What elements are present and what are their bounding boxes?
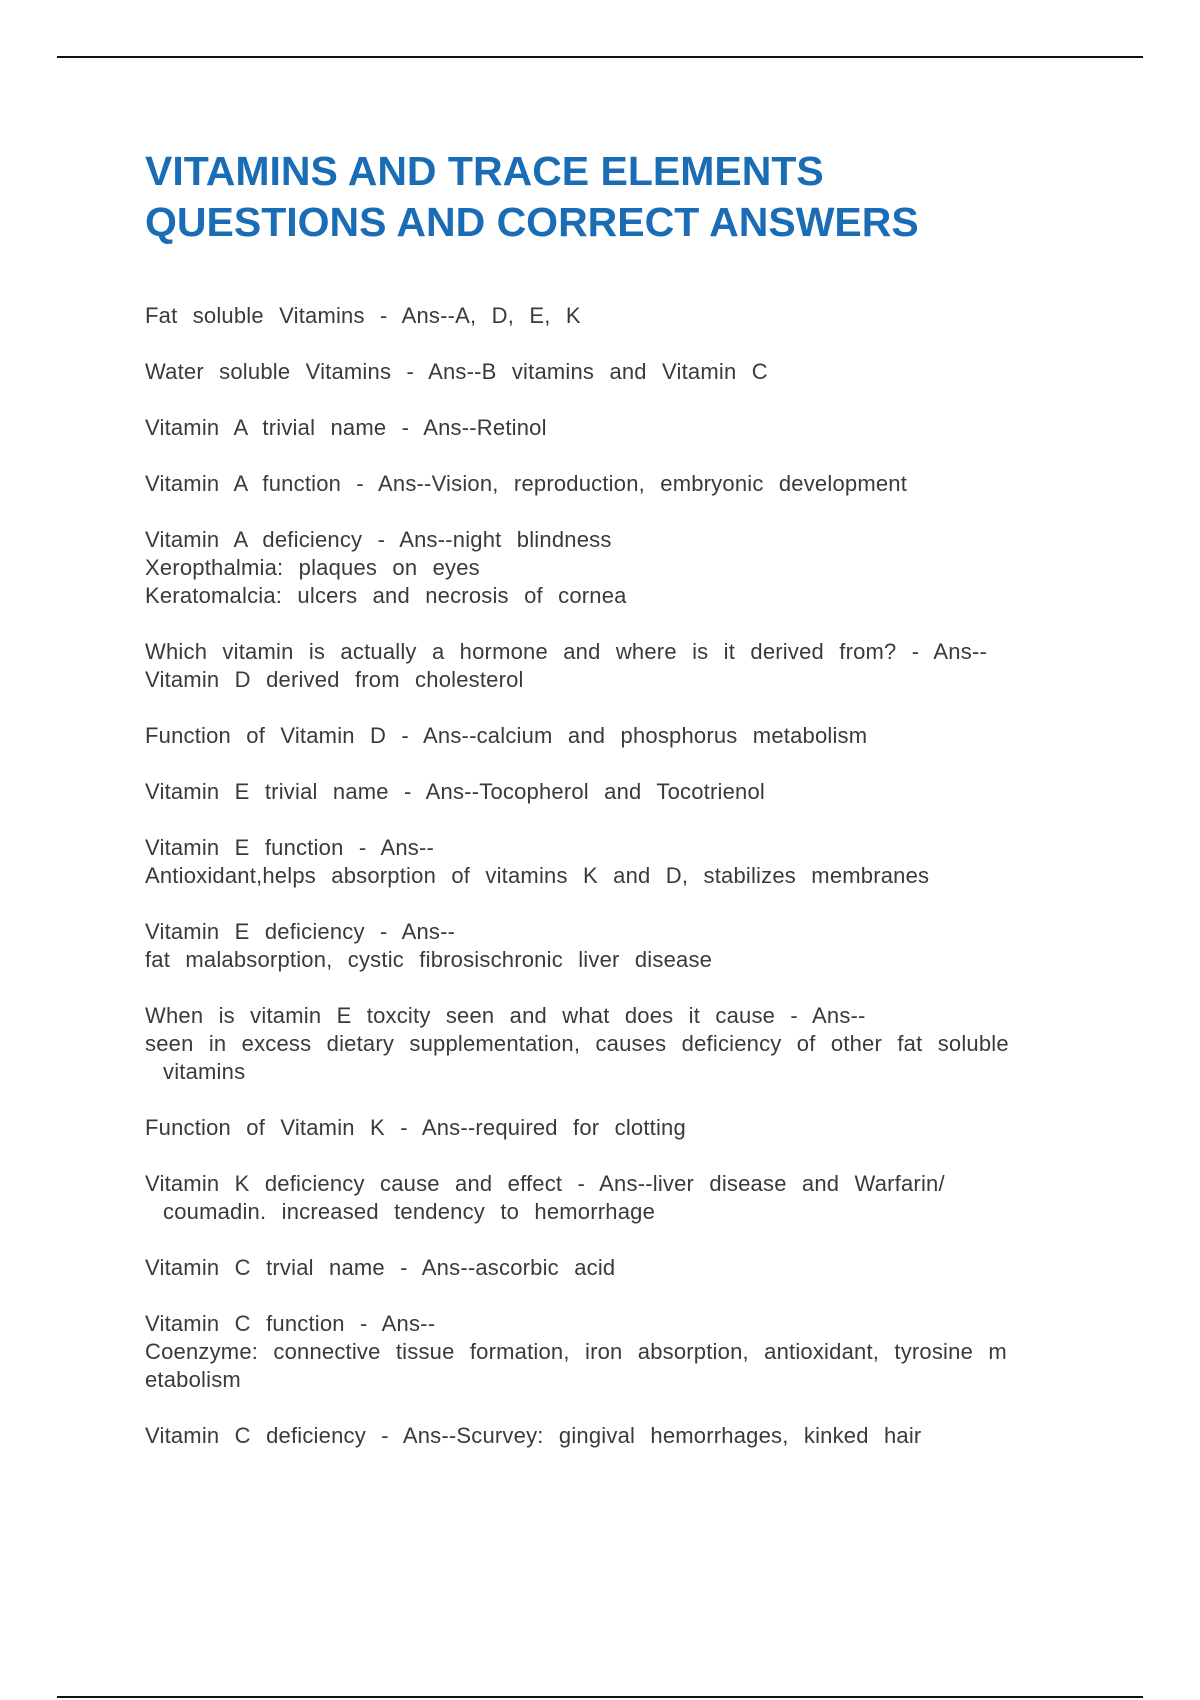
- qa-item: [145, 414, 1085, 442]
- qa-list: [145, 302, 1085, 1478]
- qa-line: etabolism: [145, 1367, 241, 1392]
- qa-line: Function of Vitamin D - Ans--calcium and phosphorus metabolism: [145, 723, 868, 748]
- footer-rule: [57, 1696, 1143, 1698]
- qa-line: Vitamin C deficiency - Ans--Scurvey: gingival hemorrhages, kinked hair: [145, 1423, 922, 1448]
- qa-item: [145, 1310, 1085, 1394]
- qa-line: Vitamin D derived from cholesterol: [145, 667, 524, 692]
- qa-line: coumadin. increased tendency to hemorrhage: [163, 1199, 656, 1224]
- qa-line: Which vitamin is actually a hormone and where is it derived from? - Ans--: [145, 639, 987, 664]
- qa-item: [145, 1254, 1085, 1282]
- header-rule: [57, 56, 1143, 58]
- qa-line: Xeropthalmia: plaques on eyes: [145, 555, 480, 580]
- qa-line: Keratomalcia: ulcers and necrosis of cornea: [145, 583, 627, 608]
- qa-line: Coenzyme: connective tissue formation, iron absorption, antioxidant, tyrosine m: [145, 1339, 1007, 1364]
- qa-item: [145, 302, 1085, 330]
- qa-item: [145, 834, 1085, 890]
- qa-line: Antioxidant,helps absorption of vitamins K and D, stabilizes membranes: [145, 863, 930, 888]
- qa-line: Water soluble Vitamins - Ans--B vitamins and Vitamin C: [145, 359, 768, 384]
- qa-line: Function of Vitamin K - Ans--required for clotting: [145, 1115, 686, 1140]
- qa-line: Vitamin A trivial name - Ans--Retinol: [145, 415, 547, 440]
- qa-item: [145, 638, 1085, 694]
- qa-line: Vitamin E trivial name - Ans--Tocopherol and Tocotrienol: [145, 779, 765, 804]
- qa-line: Vitamin A function - Ans--Vision, reproduction, embryonic development: [145, 471, 908, 496]
- qa-line: Vitamin A deficiency - Ans--night blindness: [145, 527, 612, 552]
- document-title: [145, 146, 1105, 248]
- qa-line: Vitamin C trvial name - Ans--ascorbic acid: [145, 1255, 616, 1280]
- qa-item: [145, 526, 1085, 610]
- qa-line: Vitamin E function - Ans--: [145, 835, 435, 860]
- qa-item: [145, 470, 1085, 498]
- qa-item: [145, 1170, 1085, 1226]
- qa-line: vitamins: [163, 1059, 246, 1084]
- qa-line: fat malabsorption, cystic fibrosischronic liver disease: [145, 947, 713, 972]
- qa-line: seen in excess dietary supplementation, causes deficiency of other fat soluble: [145, 1031, 1009, 1056]
- qa-item: [145, 1422, 1085, 1450]
- title-line-2: QUESTIONS AND CORRECT ANSWERS: [145, 199, 919, 245]
- qa-line: Fat soluble Vitamins - Ans--A, D, E, K: [145, 303, 581, 328]
- qa-line: Vitamin E deficiency - Ans--: [145, 919, 456, 944]
- qa-item: [145, 1002, 1085, 1086]
- qa-line: Vitamin C function - Ans--: [145, 1311, 436, 1336]
- qa-item: [145, 1114, 1085, 1142]
- qa-line: Vitamin K deficiency cause and effect - Ans--liver disease and Warfarin/: [145, 1171, 945, 1196]
- qa-line: When is vitamin E toxcity seen and what does it cause - Ans--: [145, 1003, 866, 1028]
- qa-item: [145, 918, 1085, 974]
- qa-item: [145, 722, 1085, 750]
- title-line-1: VITAMINS AND TRACE ELEMENTS: [145, 148, 824, 194]
- qa-item: [145, 358, 1085, 386]
- qa-item: [145, 778, 1085, 806]
